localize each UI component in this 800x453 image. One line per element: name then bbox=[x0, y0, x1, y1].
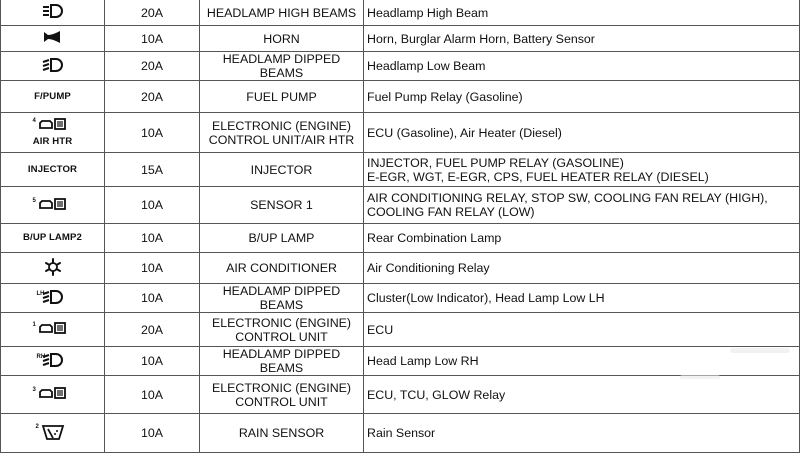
fuse-symbol-cell bbox=[1, 253, 105, 284]
fuse-table-body bbox=[1, 0, 800, 453]
fuse-name bbox=[200, 52, 364, 81]
fuse-protected-component bbox=[364, 26, 800, 52]
fuse-row bbox=[1, 81, 800, 113]
fuse-name-line: ELECTRONIC (ENGINE) bbox=[211, 118, 352, 133]
fuse-symbol-superscript: 3 bbox=[32, 387, 36, 393]
fuse-name-line: INJECTOR bbox=[250, 162, 313, 177]
fuse-symbol bbox=[4, 353, 101, 370]
fuse-symbol bbox=[4, 231, 101, 245]
fuse-symbol bbox=[4, 258, 101, 279]
fuse-row bbox=[1, 224, 800, 253]
scan-smudge bbox=[680, 375, 720, 379]
fuse-row bbox=[1, 113, 800, 153]
fuse-description-line: ECU bbox=[367, 322, 394, 337]
fuse-protected-component bbox=[364, 224, 800, 253]
fuse-name-line: HORN bbox=[263, 31, 300, 46]
fuse-symbol-cell bbox=[1, 26, 105, 52]
engine-ecu-icon bbox=[32, 117, 68, 134]
fuse-name bbox=[200, 224, 364, 253]
fuse-symbol-label: AIR HTR bbox=[32, 135, 73, 147]
fuse-symbol bbox=[4, 4, 101, 21]
fuse-symbol bbox=[4, 90, 101, 104]
fuse-name bbox=[200, 187, 364, 224]
fuse-description-line: Headlamp Low Beam bbox=[367, 59, 486, 73]
fuse-description-line: AIR CONDITIONING RELAY, STOP SW, COOLING FAN RELAY (HIGH), bbox=[367, 191, 768, 205]
fuse-rating: 20A bbox=[105, 313, 200, 347]
fuse-symbol-superscript: 4 bbox=[32, 117, 36, 124]
air-conditioner-icon bbox=[44, 258, 62, 279]
fuse-protected-component bbox=[364, 52, 800, 81]
fuse-symbol bbox=[4, 163, 101, 177]
fuse-name bbox=[200, 153, 364, 187]
fuse-symbol-cell bbox=[1, 376, 105, 414]
engine-ecu-icon bbox=[32, 386, 68, 403]
fuse-symbol-cell bbox=[1, 414, 105, 453]
fuse-symbol-cell bbox=[1, 284, 105, 313]
fuse-protected-component bbox=[364, 313, 800, 347]
fuse-rating: 20A bbox=[105, 81, 200, 113]
fuse-rating: 20A bbox=[105, 52, 200, 81]
fuse-symbol-cell bbox=[1, 313, 105, 347]
fuse-description-line: Air Conditioning Relay bbox=[367, 261, 490, 275]
fuse-name bbox=[200, 113, 364, 153]
fuse-symbol-cell bbox=[1, 0, 105, 26]
fuse-symbol-superscript: 1 bbox=[32, 322, 36, 328]
fuse-rating: 10A bbox=[105, 113, 200, 153]
fuse-row bbox=[1, 347, 800, 376]
fuse-name bbox=[200, 414, 364, 453]
horn-icon bbox=[42, 30, 64, 47]
fuse-protected-component bbox=[364, 153, 800, 187]
fuse-rating: 10A bbox=[105, 284, 200, 313]
fuse-description-line: COOLING FAN RELAY (LOW) bbox=[367, 205, 535, 219]
fuse-symbol-cell bbox=[1, 113, 105, 153]
fuse-row bbox=[1, 414, 800, 453]
fuse-symbol-label: B/UP LAMP2 bbox=[23, 232, 82, 243]
fuse-name-line: ELECTRONIC (ENGINE) bbox=[211, 315, 352, 330]
fuse-description-line: E-EGR, WGT, E-EGR, CPS, FUEL HEATER RELAY (DIESEL) bbox=[367, 169, 709, 184]
fuse-symbol bbox=[4, 30, 101, 47]
fuse-symbol bbox=[4, 321, 101, 338]
fuse-row bbox=[1, 313, 800, 347]
fuse-name-line: HEADLAMP DIPPED BEAMS bbox=[222, 52, 341, 80]
fuse-row bbox=[1, 153, 800, 187]
fuse-rating: 10A bbox=[105, 376, 200, 414]
fuse-rating: 10A bbox=[105, 347, 200, 376]
fuse-symbol-cell bbox=[1, 81, 105, 113]
fuse-rating: 10A bbox=[105, 414, 200, 453]
fuse-description-line: Rain Sensor bbox=[367, 426, 436, 440]
fuse-protected-component bbox=[364, 284, 800, 313]
fuse-rating: 10A bbox=[105, 26, 200, 52]
fuse-name bbox=[200, 347, 364, 376]
fuse-name-line: HEADLAMP DIPPED BEAMS bbox=[222, 347, 341, 375]
fuse-protected-component bbox=[364, 376, 800, 414]
fuse-symbol bbox=[4, 117, 101, 149]
fuse-symbol-superscript: RH bbox=[36, 353, 46, 360]
fuse-name-line: HEADLAMP DIPPED BEAMS bbox=[222, 284, 341, 312]
fuse-name-line: CONTROL UNIT bbox=[235, 394, 328, 409]
fuse-name-line: ELECTRONIC (ENGINE) bbox=[211, 380, 352, 395]
fuse-symbol bbox=[4, 58, 101, 75]
fuse-row bbox=[1, 26, 800, 52]
scan-smudge bbox=[730, 348, 790, 353]
fuse-row bbox=[1, 253, 800, 284]
fuse-symbol-superscript: 5 bbox=[32, 197, 36, 204]
fuse-name bbox=[200, 81, 364, 113]
fuse-name-line: B/UP LAMP bbox=[248, 231, 315, 245]
fuse-rating: 10A bbox=[105, 187, 200, 224]
fuse-symbol-cell bbox=[1, 52, 105, 81]
fuse-description-line: ECU, TCU, GLOW Relay bbox=[367, 387, 506, 402]
fuse-symbol-cell bbox=[1, 187, 105, 224]
fuse-protected-component bbox=[364, 81, 800, 113]
fuse-description-line: Rear Combination Lamp bbox=[367, 231, 502, 245]
fuse-row bbox=[1, 284, 800, 313]
fuse-symbol-superscript: LH bbox=[36, 290, 45, 297]
fuse-name-line: SENSOR 1 bbox=[250, 198, 313, 212]
fuse-protected-component bbox=[364, 0, 800, 26]
fuse-row bbox=[1, 52, 800, 81]
fuse-description-line: INJECTOR, FUEL PUMP RELAY (GASOLINE) bbox=[367, 155, 624, 170]
fuse-protected-component bbox=[364, 113, 800, 153]
fuse-protected-component bbox=[364, 414, 800, 453]
fuse-symbol bbox=[4, 423, 101, 444]
fuse-symbol-cell bbox=[1, 153, 105, 187]
fuse-name-line: CONTROL UNIT/AIR HTR bbox=[208, 132, 355, 147]
fuse-row bbox=[1, 376, 800, 414]
fuse-rating: 10A bbox=[105, 253, 200, 284]
engine-ecu-icon bbox=[32, 197, 68, 214]
headlamp-low-beam-icon bbox=[36, 353, 64, 370]
fuse-protected-component bbox=[364, 187, 800, 224]
engine-ecu-icon bbox=[32, 321, 68, 338]
fuse-name bbox=[200, 376, 364, 414]
fuse-symbol-cell bbox=[1, 224, 105, 253]
fuse-symbol-superscript: 2 bbox=[35, 423, 39, 430]
fuse-rating: 10A bbox=[105, 224, 200, 253]
fuse-rating: 20A bbox=[105, 0, 200, 26]
fuse-description-line: ECU (Gasoline), Air Heater (Diesel) bbox=[367, 125, 562, 140]
fuse-symbol bbox=[4, 386, 101, 403]
fuse-description-line: Fuel Pump Relay (Gasoline) bbox=[367, 89, 523, 104]
fuse-name bbox=[200, 253, 364, 284]
wiper-rain-sensor-icon bbox=[35, 423, 65, 444]
fuse-name-line: HEADLAMP HIGH BEAMS bbox=[206, 5, 357, 20]
fuse-name-line: FUEL PUMP bbox=[246, 89, 317, 104]
fuse-description-line: Cluster(Low Indicator), Head Lamp Low LH bbox=[367, 291, 605, 305]
fuse-description-line: Horn, Burglar Alarm Horn, Battery Sensor bbox=[367, 31, 595, 46]
fuse-name bbox=[200, 0, 364, 26]
headlamp-high-beam-icon bbox=[42, 4, 64, 21]
fuse-symbol bbox=[4, 290, 101, 307]
fuse-row bbox=[1, 187, 800, 224]
fuse-row bbox=[1, 0, 800, 26]
headlamp-low-beam-icon bbox=[36, 290, 64, 307]
fuse-protected-component bbox=[364, 253, 800, 284]
fuse-name-line: CONTROL UNIT bbox=[235, 329, 328, 344]
fuse-name bbox=[200, 26, 364, 52]
fuse-name-line: AIR CONDITIONER bbox=[226, 261, 337, 275]
fuse-symbol-label: INJECTOR bbox=[27, 163, 78, 175]
fuse-name-line: RAIN SENSOR bbox=[238, 426, 325, 440]
fuse-symbol-label: F/PUMP bbox=[34, 90, 71, 102]
fuse-symbol bbox=[4, 197, 101, 214]
fuse-symbol-cell bbox=[1, 347, 105, 376]
headlamp-low-beam-icon bbox=[42, 58, 64, 75]
fuse-description-line: Head Lamp Low RH bbox=[367, 354, 479, 368]
fuse-name bbox=[200, 313, 364, 347]
fuse-rating: 15A bbox=[105, 153, 200, 187]
fuse-name bbox=[200, 284, 364, 313]
fuse-description-line: Headlamp High Beam bbox=[367, 5, 489, 20]
